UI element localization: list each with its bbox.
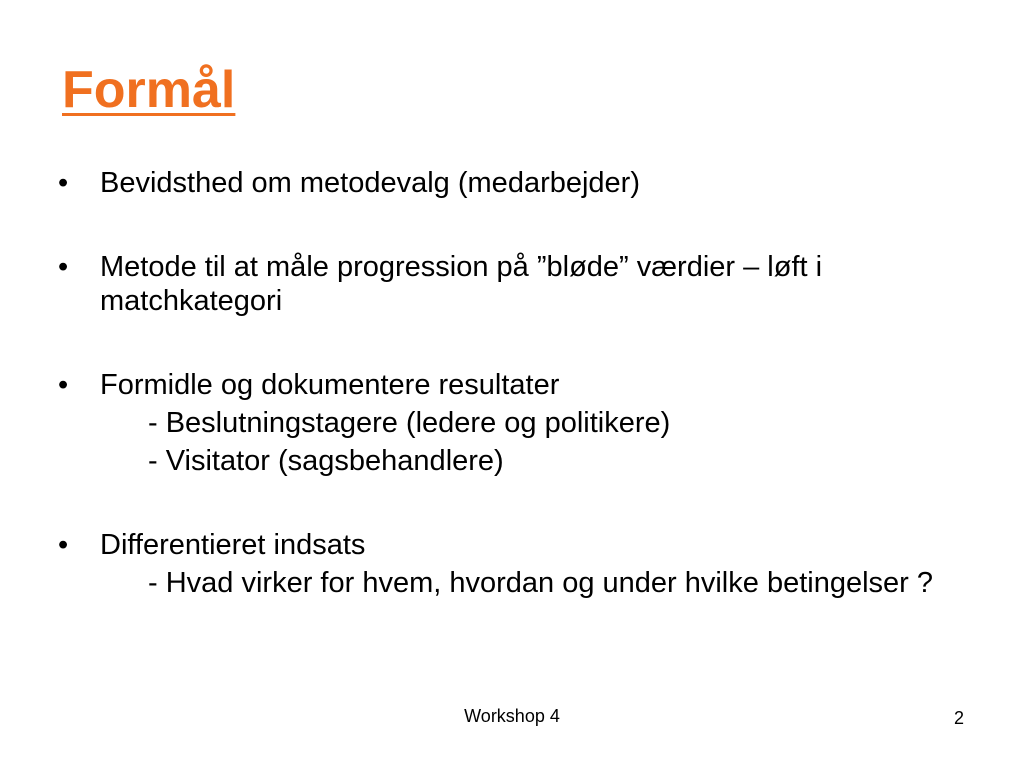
bullet-text: Metode til at måle progression på ”bløde” værdier – løft i matchkategori xyxy=(100,251,823,317)
sub-item: - Beslutningstagere (ledere og politikere) xyxy=(148,407,671,439)
bullet-marker: • xyxy=(58,251,69,283)
page-number: 2 xyxy=(953,708,964,728)
bullet-list xyxy=(58,166,988,600)
footer-label: Workshop 4 xyxy=(464,706,560,726)
bullet-text: Bevidsthed om metodevalg (medarbejder) xyxy=(100,167,640,199)
bullet-item xyxy=(58,368,988,402)
bullet-text: Formidle og dokumentere resultater xyxy=(100,369,560,401)
bullet-marker: • xyxy=(58,369,69,401)
sub-item: - Visitator (sagsbehandlere) xyxy=(148,445,504,477)
slide-title: Formål xyxy=(62,61,236,119)
bullet-text: Differentieret indsats xyxy=(100,529,366,561)
bullet-marker: • xyxy=(58,529,69,561)
bullet-item xyxy=(58,250,988,318)
bullet-marker: • xyxy=(58,167,69,199)
bullet-item xyxy=(58,166,988,200)
bullet-item xyxy=(58,528,988,562)
sub-item: - Hvad virker for hvem, hvordan og under hvilke betingelser ? xyxy=(148,567,933,599)
